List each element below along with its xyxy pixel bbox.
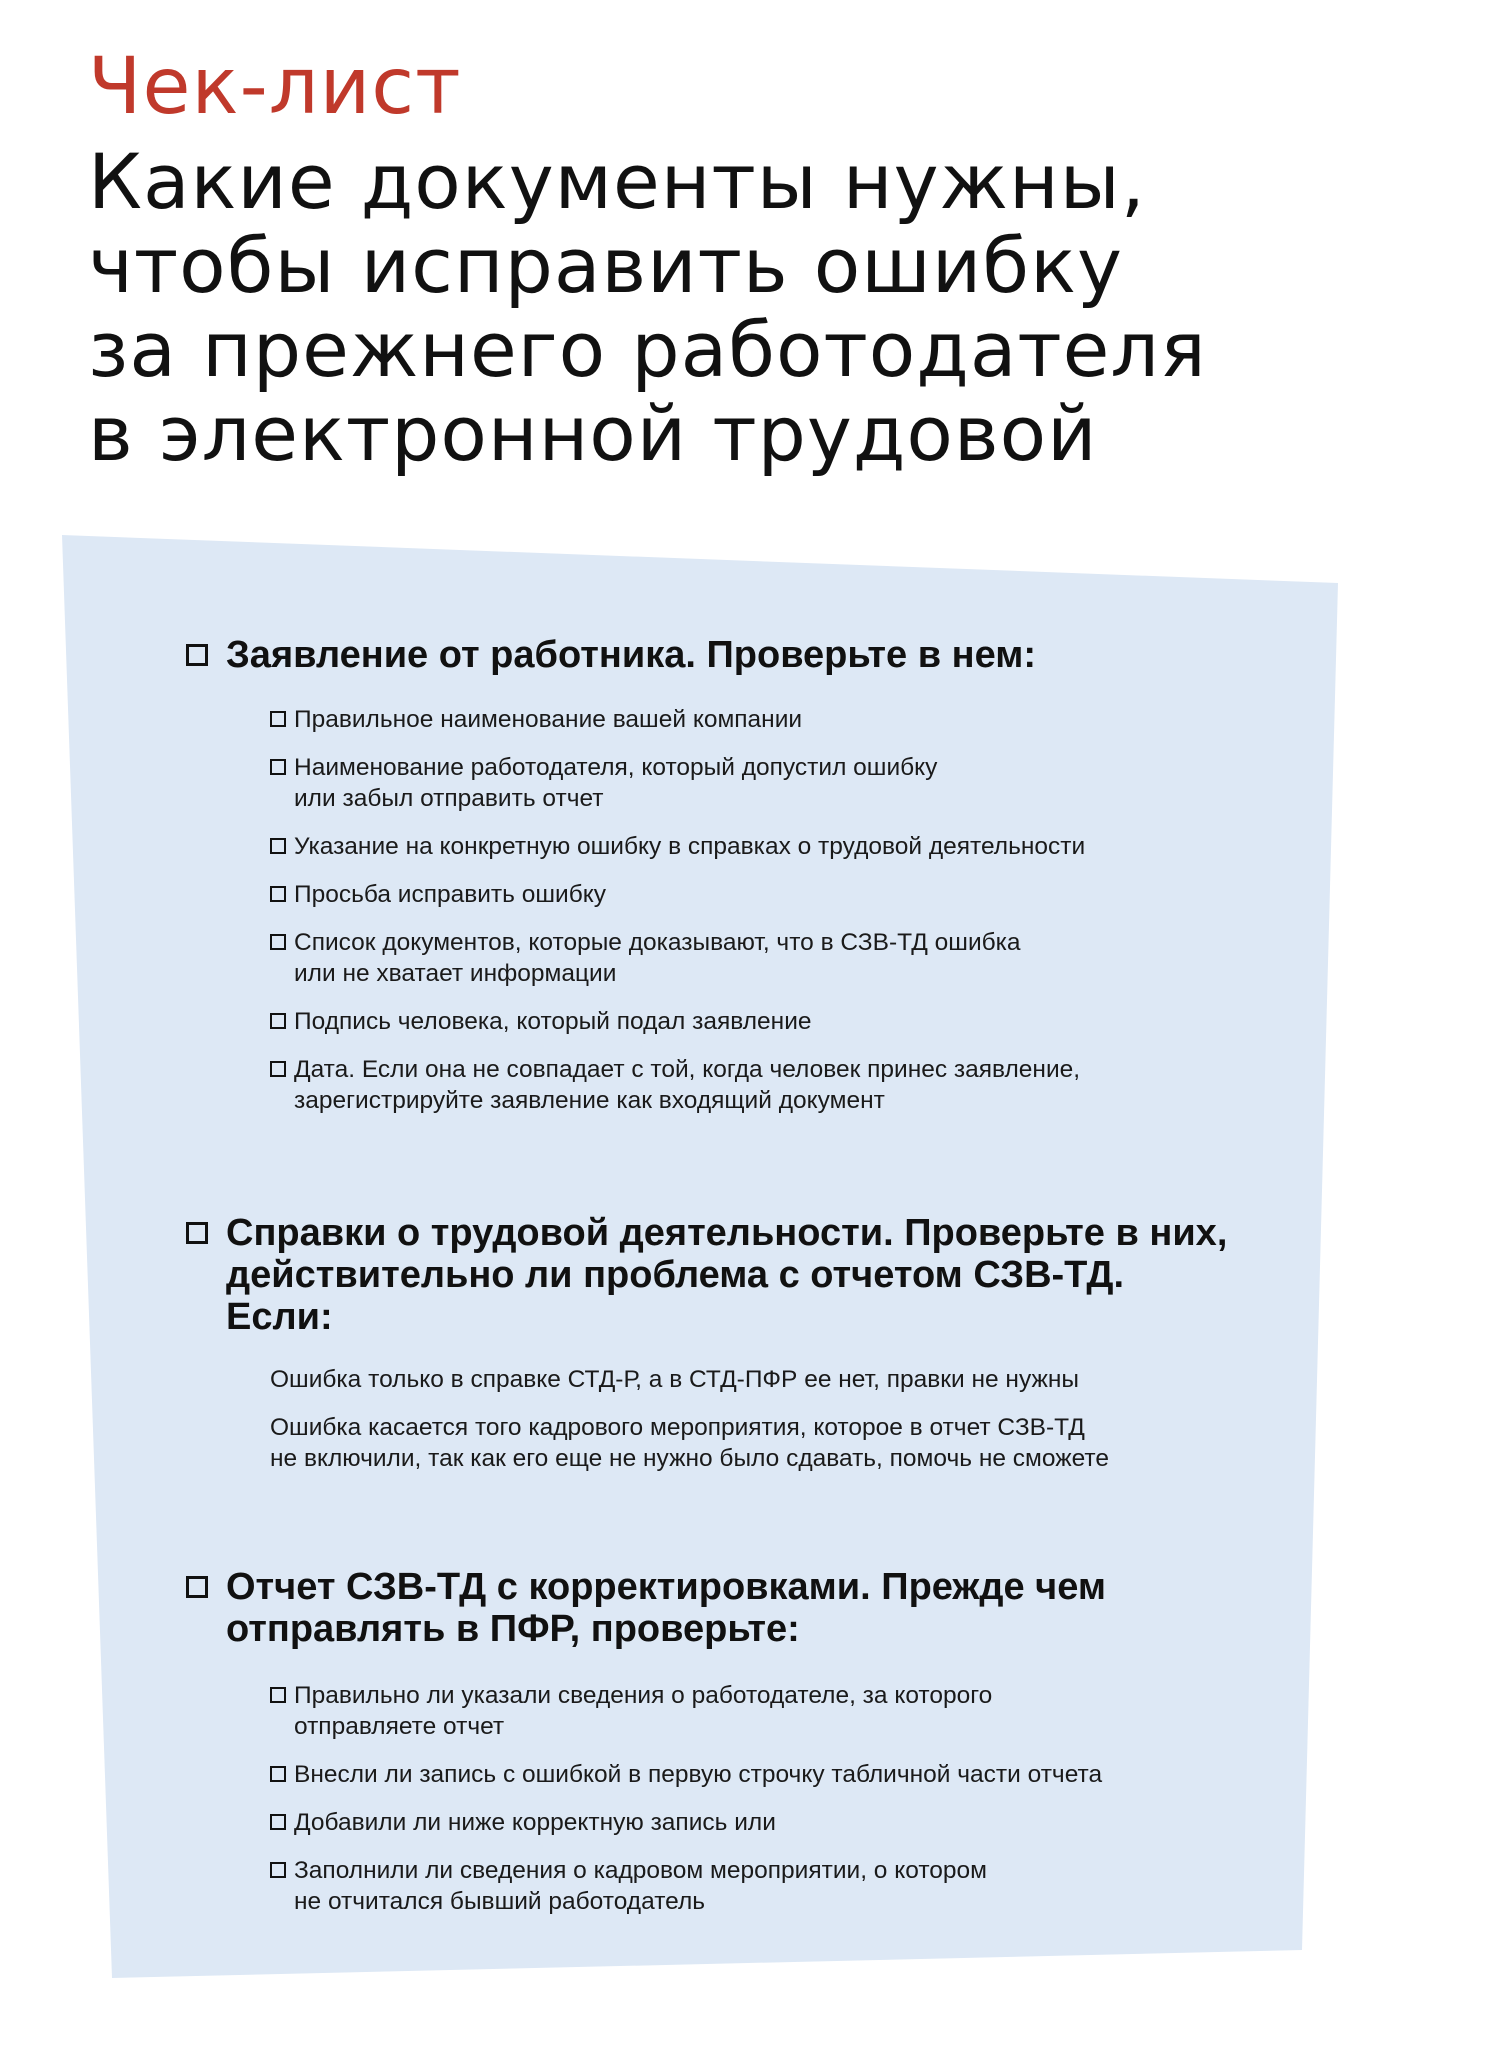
item-text: или не хватает информации: [294, 960, 617, 987]
item-text: не отчитался бывший работодатель: [294, 1888, 706, 1915]
checkbox-icon[interactable]: [270, 1814, 286, 1830]
item-text: Добавили ли ниже корректную запись или: [294, 1809, 776, 1836]
checkbox-icon[interactable]: [270, 838, 286, 854]
title-line: за прежнего работодателя: [88, 305, 1207, 394]
list-item: [270, 1054, 1242, 1116]
checkbox-icon[interactable]: [186, 1576, 208, 1598]
item-text: Дата. Если она не совпадает с той, когда человек принес заявление,: [294, 1056, 1081, 1083]
item-text: Подпись человека, который подал заявление: [294, 1008, 812, 1035]
checkbox-icon[interactable]: [186, 644, 208, 666]
section-title: [182, 1212, 1242, 1338]
list-item: [270, 1680, 1242, 1742]
list-item: [270, 1006, 1242, 1037]
item-text: Внесли ли запись с ошибкой в первую строчку табличной части отчета: [294, 1761, 1103, 1788]
checkbox-icon[interactable]: [270, 1862, 286, 1878]
section-title-line: Отчет СЗВ-ТД с корректировками. Прежде чем: [226, 1566, 1106, 1608]
checkbox-icon[interactable]: [186, 1222, 208, 1244]
section-title: [182, 634, 1242, 676]
checkbox-icon[interactable]: [270, 886, 286, 902]
checkbox-icon[interactable]: [270, 1687, 286, 1703]
condition-text: Ошибка только в справке СТД-Р, а в СТД-ПФР ее нет, правки не нужны: [270, 1366, 1080, 1393]
item-text: Указание на конкретную ошибку в справках о трудовой деятельности: [294, 833, 1086, 860]
item-text: Наименование работодателя, который допустил ошибку: [294, 754, 938, 781]
condition-text: Ошибка касается того кадрового мероприятия, которое в отчет СЗВ-ТД не включили, так как его еще не нужно было сдавать, помочь не сможете: [270, 1414, 1110, 1472]
section-certificates: [182, 1212, 1242, 1491]
page-title: [88, 137, 1408, 478]
checkbox-icon[interactable]: [270, 1766, 286, 1782]
list-item: [270, 927, 1242, 989]
item-text: Список документов, которые доказывают, что в СЗВ-ТД ошибка: [294, 929, 1021, 956]
section-title-line: отправлять в ПФР, проверьте:: [226, 1608, 800, 1650]
checkbox-icon[interactable]: [270, 1061, 286, 1077]
item-text: Заполнили ли сведения о кадровом мероприятии, о котором: [294, 1857, 987, 1884]
item-text: или забыл отправить отчет: [294, 785, 604, 812]
list-item: [270, 879, 1242, 910]
checkbox-icon[interactable]: [270, 934, 286, 950]
checkbox-icon[interactable]: [270, 759, 286, 775]
checkbox-icon[interactable]: [270, 1013, 286, 1029]
item-text: зарегистрируйте заявление как входящий документ: [294, 1087, 885, 1114]
item-text: Правильное наименование вашей компании: [294, 706, 803, 733]
kicker-label: Чек-лист: [88, 42, 462, 132]
item-text: Просьба исправить ошибку: [294, 881, 606, 908]
section-report: [182, 1566, 1242, 1934]
list-item: [270, 1759, 1242, 1790]
checkbox-icon[interactable]: [270, 711, 286, 727]
list-item: [270, 704, 1242, 735]
section-title-line: Заявление от работника. Проверьте в нем:: [226, 634, 1036, 676]
section-title: [182, 1566, 1242, 1650]
section-title-line: Справки о трудовой деятельности. Проверьте в них,: [226, 1212, 1228, 1254]
list-item: [270, 831, 1242, 862]
section-title-line: действительно ли проблема с отчетом СЗВ-ТД.: [226, 1254, 1125, 1296]
title-line: чтобы исправить ошибку: [88, 221, 1123, 310]
page-header: [88, 42, 1408, 476]
title-line: в электронной трудовой: [88, 389, 1098, 478]
title-line: Какие документы нужны,: [88, 137, 1146, 226]
list-item: [270, 1807, 1242, 1838]
list-item: [270, 752, 1242, 814]
section-title-line: Если:: [226, 1296, 333, 1338]
list-item: [270, 1855, 1242, 1917]
item-text: Правильно ли указали сведения о работодателе, за которого: [294, 1682, 993, 1709]
item-text: отправляете отчет: [294, 1713, 505, 1740]
section-application: [182, 634, 1242, 1133]
